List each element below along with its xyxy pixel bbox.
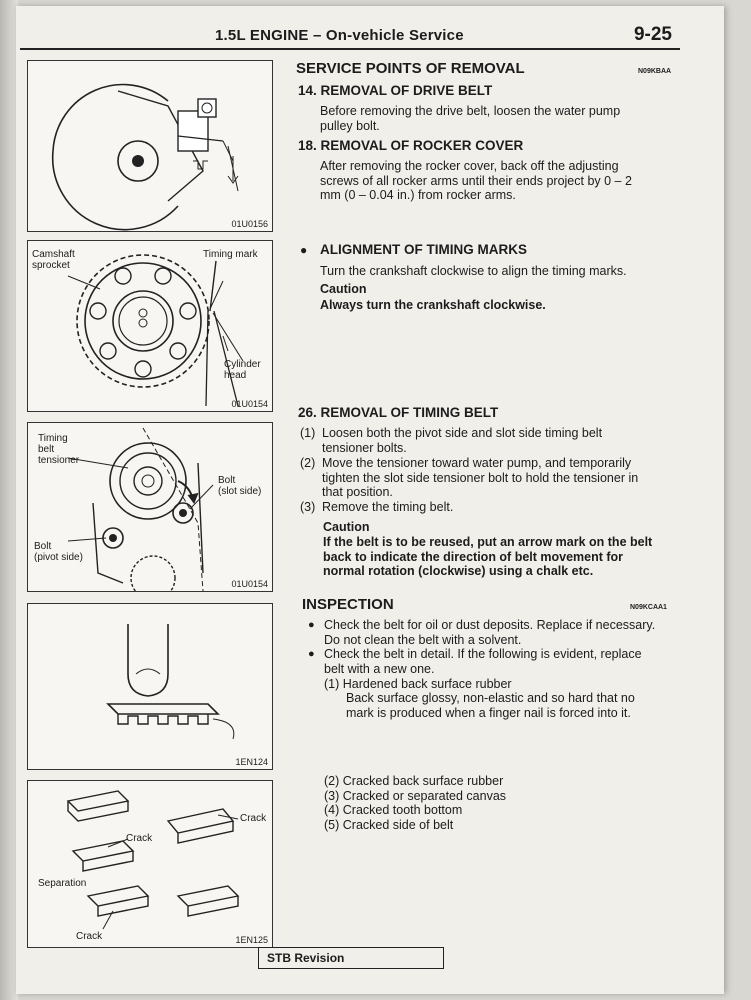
- align-text: Turn the crankshaft clockwise to align the timing marks.: [320, 264, 627, 278]
- label-crack-1: Crack: [126, 833, 153, 844]
- header-title: 1.5L ENGINE – On-vehicle Service: [215, 27, 464, 44]
- align-title: ALIGNMENT OF TIMING MARKS: [320, 242, 527, 257]
- s26-step-1: (1) Loosen both the pivot side and slot side timing belt tensioner bolts.: [300, 426, 603, 455]
- figure-code: 01U0154: [231, 399, 268, 409]
- align-caution-text: Always turn the crankshaft clockwise.: [320, 298, 546, 312]
- label-crack-2: Crack: [240, 813, 267, 824]
- s14-title: 14. REMOVAL OF DRIVE BELT: [298, 83, 493, 98]
- s18-text: After removing the rocker cover, back off the adjusting screws of all rocker arms until their ends project by 0 – 2 mm (0 – 0.04 in.) from rocker arms.: [320, 159, 632, 202]
- label-separation: Separation: [38, 878, 87, 889]
- s26-caution-label: Caution: [323, 520, 370, 534]
- label-bolt-slot: Bolt (slot side): [218, 475, 262, 497]
- inspection-list: (2) Cracked back surface rubber (3) Cracked or separated canvas (4) Cracked tooth bottom (5) Cracked side of belt: [324, 774, 507, 832]
- label-bolt-pivot: Bolt (pivot side): [34, 541, 83, 563]
- s26-step-2: (2) Move the tensioner toward water pump, and temporarily tighten the slot side tensioner bolt to hold the tensioner in that position.: [300, 456, 639, 499]
- label-crack-3: Crack: [76, 931, 103, 942]
- figure-code: 1EN124: [235, 757, 268, 767]
- page-header: [20, 24, 680, 50]
- figure-code: 1EN125: [235, 935, 268, 945]
- s14-text: Before removing the drive belt, loosen the water pump pulley bolt.: [320, 104, 621, 133]
- s18-title: 18. REMOVAL OF ROCKER COVER: [298, 138, 524, 153]
- drive-belt-illustration: [28, 61, 272, 231]
- label-timing-mark: Timing mark: [203, 249, 258, 260]
- figure-code: 01U0156: [231, 219, 268, 229]
- section-title: SERVICE POINTS OF REMOVAL: [296, 60, 525, 77]
- revision-box: [258, 947, 444, 969]
- figure-code: 01U0154: [231, 579, 268, 589]
- inspection-bullet-1: ● Check the belt for oil or dust deposits. Replace if necessary. Do not clean the belt with a solvent.: [308, 618, 656, 647]
- s26-caution-text: If the belt is to be reused, put an arrow mark on the belt back to indicate the direction of belt movement for normal rotation (clockwise) using a chalk etc.: [323, 535, 653, 578]
- label-cylinder-head: Cylinder head: [224, 359, 261, 381]
- section-code: N09KBAA: [638, 68, 672, 75]
- figure-drive-belt: [27, 60, 273, 232]
- belt-damage-illustration: [28, 781, 272, 947]
- align-bullet: ●: [300, 243, 308, 257]
- s26-title: 26. REMOVAL OF TIMING BELT: [298, 405, 499, 420]
- inspection-sub1-title: (1) Hardened back surface rubber: [324, 677, 512, 691]
- inspection-code: N09KCAA1: [630, 604, 667, 611]
- figure-belt-damage: [27, 780, 273, 948]
- inspection-bullet-2: ● Check the belt in detail. If the following is evident, replace belt with a new one.: [308, 647, 642, 676]
- s26-step-3: (3) Remove the timing belt.: [300, 500, 454, 514]
- finger-nail-illustration: [28, 604, 272, 769]
- page-number: 9-25: [633, 24, 672, 45]
- label-camshaft-sprocket: Camshaft sprocket: [32, 249, 75, 271]
- figure-tensioner: [27, 422, 273, 592]
- inspection-title: INSPECTION: [302, 596, 394, 613]
- revision-label: STB Revision: [267, 951, 345, 965]
- align-caution-label: Caution: [320, 282, 367, 296]
- figure-finger-nail-test: [27, 603, 273, 770]
- label-tensioner: Timing belt tensioner: [38, 433, 80, 466]
- figure-timing-marks: [27, 240, 273, 412]
- inspection-sub1-text: Back surface glossy, non-elastic and so hard that no mark is produced when a finger nail is forced into it.: [346, 691, 635, 720]
